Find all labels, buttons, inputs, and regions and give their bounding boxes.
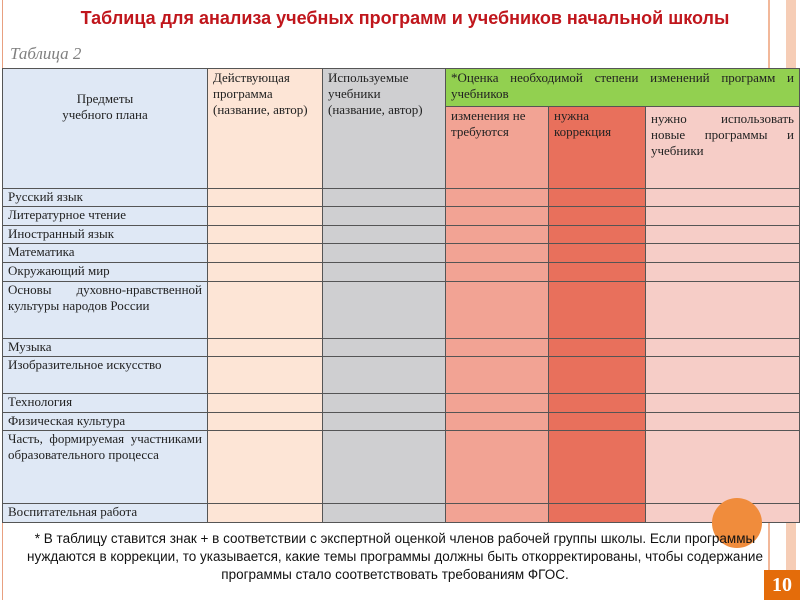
input-cell[interactable] — [323, 394, 446, 413]
input-cell[interactable] — [446, 244, 549, 263]
input-cell[interactable] — [323, 339, 446, 357]
input-cell[interactable] — [646, 413, 800, 431]
input-cell[interactable] — [646, 189, 800, 207]
input-cell[interactable] — [646, 244, 800, 263]
subject-cell: Изобразительное искусство — [3, 357, 208, 394]
subject-cell: Русский язык — [3, 189, 208, 207]
subject-cell: Воспитательная работа — [3, 504, 208, 523]
input-cell[interactable] — [208, 263, 323, 282]
input-cell[interactable] — [646, 263, 800, 282]
subject-cell: Окружающий мир — [3, 263, 208, 282]
input-cell[interactable] — [446, 413, 549, 431]
input-cell[interactable] — [208, 339, 323, 357]
table-row — [3, 504, 800, 523]
input-cell[interactable] — [549, 226, 646, 244]
subject-cell: Музыка — [3, 339, 208, 357]
header-no-change: изменения не требуются — [446, 107, 549, 189]
input-cell[interactable] — [646, 207, 800, 226]
input-cell[interactable] — [549, 207, 646, 226]
header-new: нужно использовать новые программы и учебники — [646, 107, 800, 189]
input-cell[interactable] — [446, 263, 549, 282]
input-cell[interactable] — [549, 244, 646, 263]
subject-cell: Основы духовно-нравственной культуры народов России — [3, 282, 208, 339]
input-cell[interactable] — [208, 413, 323, 431]
input-cell[interactable] — [208, 189, 323, 207]
input-cell[interactable] — [208, 504, 323, 523]
input-cell[interactable] — [323, 413, 446, 431]
input-cell[interactable] — [549, 189, 646, 207]
input-cell[interactable] — [323, 189, 446, 207]
table-row — [3, 207, 800, 226]
input-cell[interactable] — [646, 226, 800, 244]
input-cell[interactable] — [549, 263, 646, 282]
input-cell[interactable] — [208, 431, 323, 504]
input-cell[interactable] — [549, 431, 646, 504]
input-cell[interactable] — [446, 226, 549, 244]
subject-cell: Часть, формируемая участниками образовательного процесса — [3, 431, 208, 504]
table-row — [3, 339, 800, 357]
input-cell[interactable] — [323, 244, 446, 263]
input-cell[interactable] — [323, 357, 446, 394]
input-cell[interactable] — [323, 226, 446, 244]
header-textbooks: Используемые учебники (название, автор) — [323, 69, 446, 189]
input-cell[interactable] — [323, 207, 446, 226]
table-row — [3, 263, 800, 282]
input-cell[interactable] — [323, 263, 446, 282]
input-cell[interactable] — [446, 282, 549, 339]
input-cell[interactable] — [446, 339, 549, 357]
input-cell[interactable] — [549, 357, 646, 394]
header-correction: нужна коррекция — [549, 107, 646, 189]
input-cell[interactable] — [646, 339, 800, 357]
input-cell[interactable] — [446, 189, 549, 207]
input-cell[interactable] — [446, 504, 549, 523]
input-cell[interactable] — [446, 207, 549, 226]
input-cell[interactable] — [646, 394, 800, 413]
input-cell[interactable] — [208, 357, 323, 394]
input-cell[interactable] — [549, 282, 646, 339]
input-cell[interactable] — [646, 357, 800, 394]
table-row — [3, 413, 800, 431]
input-cell[interactable] — [446, 394, 549, 413]
table-row — [3, 282, 800, 339]
table-row — [3, 431, 800, 504]
subject-cell: Литературное чтение — [3, 207, 208, 226]
input-cell[interactable] — [208, 226, 323, 244]
input-cell[interactable] — [208, 394, 323, 413]
table-row — [3, 357, 800, 394]
input-cell[interactable] — [208, 282, 323, 339]
subject-cell: Технология — [3, 394, 208, 413]
input-cell[interactable] — [208, 207, 323, 226]
input-cell[interactable] — [446, 357, 549, 394]
input-cell[interactable] — [549, 394, 646, 413]
input-cell[interactable] — [208, 244, 323, 263]
subject-cell: Физическая культура — [3, 413, 208, 431]
input-cell[interactable] — [323, 504, 446, 523]
analysis-table — [2, 68, 800, 523]
slide-title: Таблица для анализа учебных программ и учебников начальной школы — [80, 8, 730, 28]
table-row — [3, 226, 800, 244]
header-subjects: Предметы учебного плана — [3, 69, 208, 189]
page-number: 10 — [764, 570, 800, 600]
subject-cell: Иностранный язык — [3, 226, 208, 244]
table-row — [3, 394, 800, 413]
header-program: Действующая программа (название, автор) — [208, 69, 323, 189]
input-cell[interactable] — [446, 431, 549, 504]
input-cell[interactable] — [323, 431, 446, 504]
input-cell[interactable] — [646, 282, 800, 339]
input-cell[interactable] — [549, 339, 646, 357]
table-row — [3, 244, 800, 263]
input-cell[interactable] — [549, 413, 646, 431]
input-cell[interactable] — [646, 431, 800, 504]
input-cell[interactable] — [549, 504, 646, 523]
header-assessment: *Оценка необходимой степени изменений программ и учебников — [446, 69, 800, 107]
subject-cell: Математика — [3, 244, 208, 263]
table-caption: Таблица 2 — [10, 44, 82, 63]
footnote: * В таблицу ставится знак + в соответствии с экспертной оценкой членов рабочей группы школы. Если программы нуждаются в коррекции, то указывается, какие темы программы должны быть откорректированы, чтобы содержание программы стало соответствовать требованиям ФГОС. — [27, 531, 763, 582]
table-row — [3, 189, 800, 207]
input-cell[interactable] — [323, 282, 446, 339]
